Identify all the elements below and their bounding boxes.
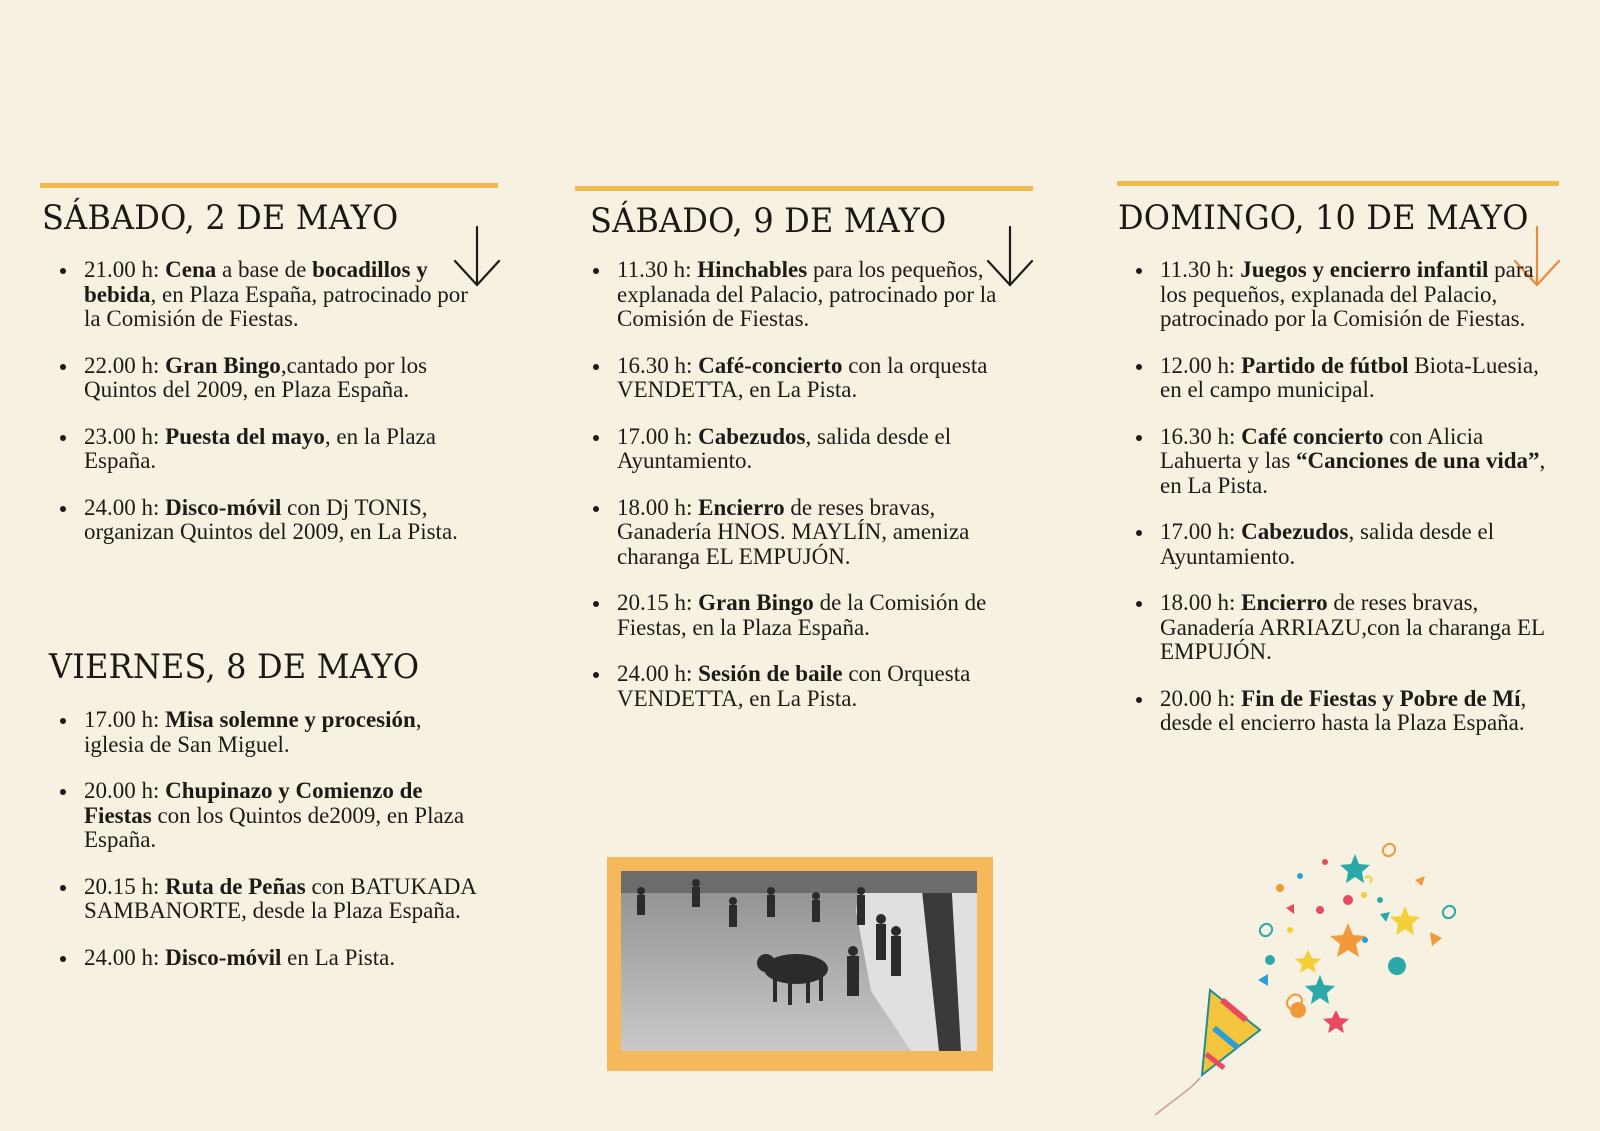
event-time: 18.00 h: <box>617 494 699 520</box>
party-popper-icon <box>1150 840 1490 1120</box>
event-time: 16.30 h: <box>617 352 699 378</box>
header-rule-day-4 <box>1117 181 1559 186</box>
event-item <box>1160 354 1560 403</box>
event-time: 17.00 h: <box>1160 519 1242 544</box>
event-highlight: Juegos y encierro infantil <box>1240 257 1489 282</box>
event-text: con la orquesta VENDETTA, en La Pista. <box>617 352 988 402</box>
event-list-day-3 <box>575 258 1007 733</box>
bull-run-photo-illustration <box>621 871 977 1051</box>
header-rule-day-3 <box>575 186 1033 191</box>
event-highlight: Chupinazo y Comienzo de Fiestas <box>84 778 423 828</box>
event-text: de la Comisión de Fiestas, en la Plaza España. <box>617 590 987 640</box>
event-highlight: Disco-móvil <box>165 494 282 520</box>
event-text: , salida desde el Ayuntamiento. <box>1160 519 1495 569</box>
event-text: con los Quintos de2009, en Plaza España. <box>84 802 465 852</box>
event-highlight: Café-concierto <box>698 352 843 378</box>
event-highlight: Café concierto <box>1241 423 1384 449</box>
event-item <box>1160 520 1560 569</box>
event-text: con Alicia Lahuerta y las <box>1160 423 1484 473</box>
event-text: con Dj TONIS, organizan Quintos del 2009, en La Pista. <box>84 494 458 544</box>
event-text: para los pequeños, explanada del Palacio, patrocinado por la Comisión de Fiestas. <box>617 257 997 331</box>
event-time: 11.30 h: <box>1160 257 1241 282</box>
event-item <box>617 425 1007 474</box>
event-item <box>84 708 484 757</box>
event-highlight: Disco-móvil <box>165 944 282 970</box>
event-list-day-1 <box>42 258 474 567</box>
event-highlight: Puesta del mayo <box>165 423 325 449</box>
day-title-domingo-10: DOMINGO, 10 DE MAYO <box>1118 198 1529 238</box>
event-item <box>84 354 474 403</box>
event-item <box>84 875 484 924</box>
event-highlight: Cabezudos <box>1241 519 1349 544</box>
event-item <box>84 425 474 474</box>
event-text: con BATUKADA SAMBANORTE, desde la Plaza España. <box>84 873 476 923</box>
photo-frame <box>607 857 993 1071</box>
event-list-day-2 <box>42 708 484 992</box>
event-item <box>617 662 1007 711</box>
event-list-day-4 <box>1118 258 1560 758</box>
event-highlight: bocadillos y bebida <box>84 257 428 307</box>
event-time: 24.00 h: <box>84 944 166 970</box>
event-item <box>617 258 1007 332</box>
event-text: , desde el encierro hasta la Plaza España. <box>1160 685 1527 735</box>
event-highlight: Fin de Fiestas y Pobre de Mí <box>1241 685 1521 711</box>
event-highlight: Cabezudos <box>698 423 806 449</box>
encierro-photo <box>621 871 977 1051</box>
event-item <box>1160 425 1560 499</box>
event-time: 18.00 h: <box>1160 590 1242 615</box>
event-highlight: Cena <box>165 257 217 282</box>
event-highlight: Hinchables <box>697 257 808 282</box>
day-title-viernes-8: VIERNES, 8 DE MAYO <box>49 647 420 687</box>
event-text: , iglesia de San Miguel. <box>84 707 422 757</box>
event-text: con Orquesta VENDETTA, en La Pista. <box>617 661 971 711</box>
event-text: , en La Pista. <box>1160 448 1546 498</box>
event-item <box>84 496 474 545</box>
event-text: , salida desde el Ayuntamiento. <box>617 423 952 473</box>
event-item <box>617 354 1007 403</box>
event-text: Biota-Luesia, en el campo municipal. <box>1160 352 1539 402</box>
event-highlight: Encierro <box>698 494 785 520</box>
event-item <box>1160 687 1560 736</box>
day-title-sabado-9: SÁBADO, 9 DE MAYO <box>590 201 947 241</box>
event-text: , en Plaza España, patrocinado por la Comisión de Fiestas. <box>84 281 468 331</box>
event-time: 21.00 h: <box>84 257 166 282</box>
event-time: 16.30 h: <box>1160 423 1242 449</box>
event-text: en La Pista. <box>281 944 396 970</box>
event-text: ,cantado por los Quintos del 2009, en Plaza España. <box>84 352 428 402</box>
event-time: 20.00 h: <box>1160 685 1242 711</box>
event-highlight: “Canciones de una vida” <box>1296 448 1540 473</box>
event-time: 20.15 h: <box>84 873 166 899</box>
event-item <box>84 258 474 332</box>
event-item <box>1160 258 1560 332</box>
event-time: 20.15 h: <box>617 590 699 615</box>
event-highlight: Gran Bingo <box>698 590 814 615</box>
event-time: 22.00 h: <box>84 352 166 378</box>
event-highlight: Encierro <box>1241 590 1328 615</box>
event-time: 11.30 h: <box>617 257 698 282</box>
event-time: 17.00 h: <box>617 423 699 449</box>
event-text: , en la Plaza España. <box>84 423 436 473</box>
event-item <box>84 946 484 971</box>
day-title-sabado-2: SÁBADO, 2 DE MAYO <box>42 198 399 238</box>
event-time: 20.00 h: <box>84 778 166 803</box>
header-rule-day-1 <box>40 183 498 188</box>
event-time: 23.00 h: <box>84 423 166 449</box>
event-time: 24.00 h: <box>617 661 699 686</box>
event-text: para los pequeños, explanada del Palacio, patrocinado por la Comisión de Fiestas. <box>1160 257 1534 331</box>
event-text: de reses bravas, Ganadería HNOS. MAYLÍN, ameniza charanga EL EMPUJÓN. <box>617 494 970 569</box>
event-highlight: Sesión de baile <box>698 661 843 686</box>
event-time: 12.00 h: <box>1160 352 1242 378</box>
event-text: de reses bravas, Ganadería ARRIAZU,con la charanga EL EMPUJÓN. <box>1160 590 1545 664</box>
event-item <box>1160 591 1560 665</box>
event-time: 24.00 h: <box>84 494 166 520</box>
event-highlight: Partido de fútbol <box>1241 352 1409 378</box>
event-item <box>617 591 1007 640</box>
event-highlight: Ruta de Peñas <box>165 873 306 899</box>
event-item <box>617 496 1007 570</box>
event-time: 17.00 h: <box>84 707 166 732</box>
event-text: a base de <box>216 257 313 282</box>
event-highlight: Gran Bingo <box>165 352 281 378</box>
event-item <box>84 779 484 853</box>
event-highlight: Misa solemne y procesión <box>165 707 416 732</box>
